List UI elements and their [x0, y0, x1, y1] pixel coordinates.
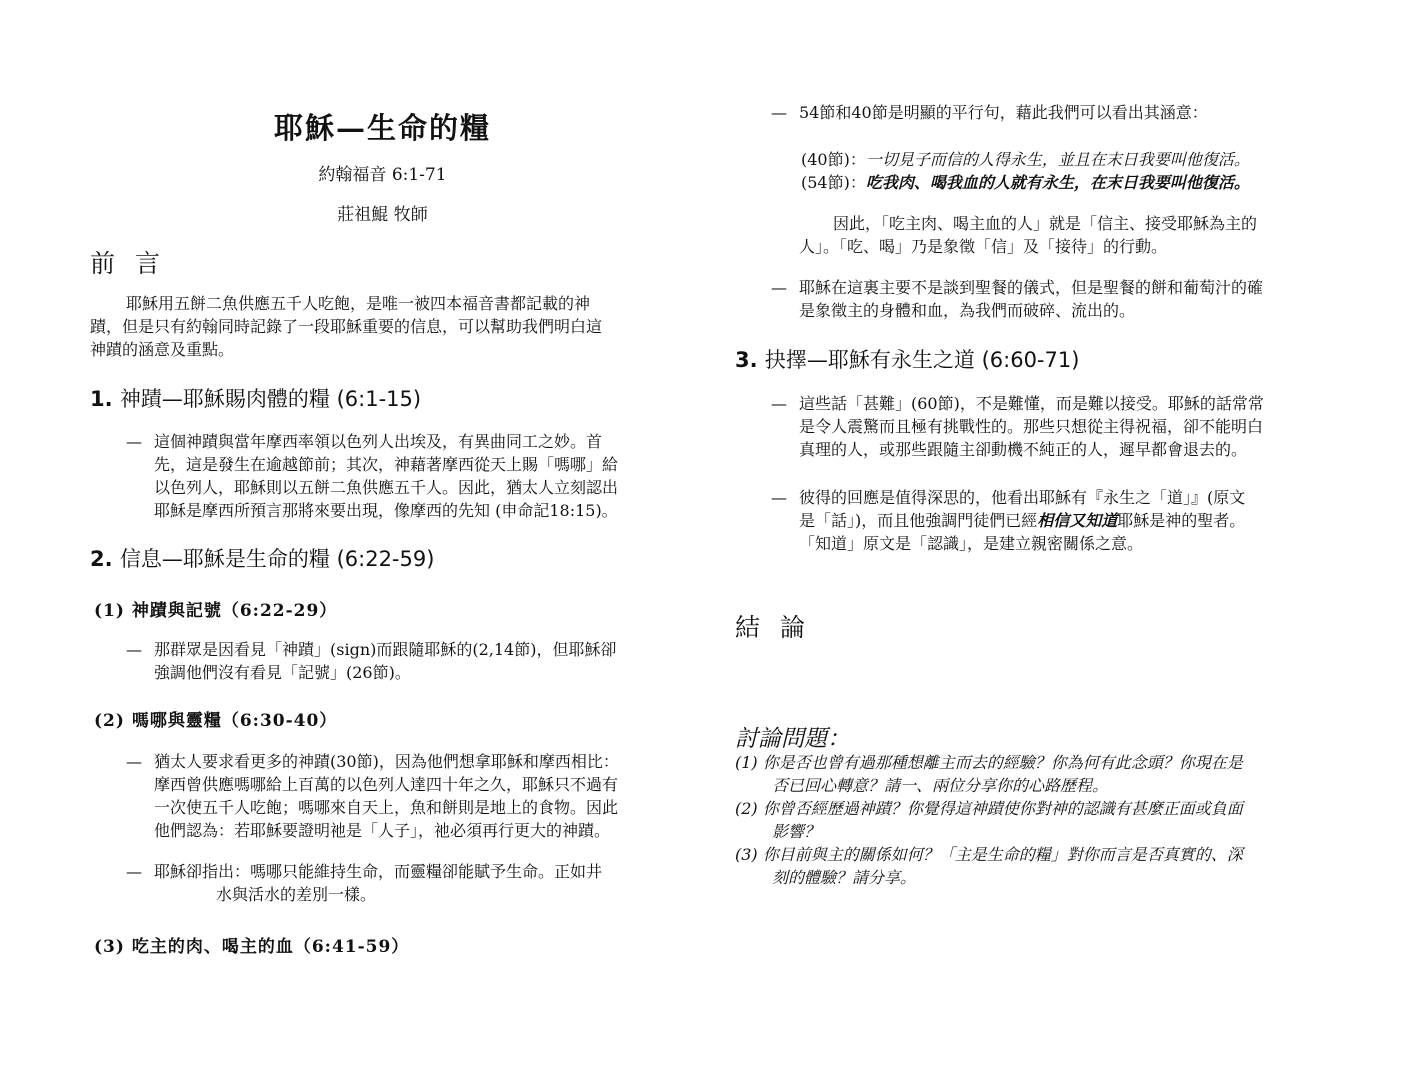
bullet-text: 是「話」)，而且他強調門徒們已經: [799, 511, 1038, 530]
bullet-line: 這些話「甚難」(60節)，不是難懂，而是難以接受。耶穌的話常常: [799, 394, 1264, 413]
bullet-line: 強調他們沒有看見「記號」(26節)。: [154, 663, 411, 682]
question-line: (3) 你目前與主的關係如何？「主是生命的糧」對你而言是否真實的、深: [735, 845, 1243, 864]
bullet-line: 水與活水的差別一樣。: [216, 885, 377, 904]
section2-heading: [90, 543, 434, 573]
bullet-line: 他們認為：若耶穌要證明祂是「人子」，祂必須再行更大的神蹟。: [154, 821, 611, 840]
verse-54: [801, 171, 1250, 194]
section3-title: 抉擇—耶穌有永生之道 (6:60-71): [764, 348, 1080, 372]
section1-heading: [90, 383, 421, 413]
subsection-2-2-heading: (2) 嗎哪與靈糧（6:30-40）: [94, 711, 338, 731]
section3-bullet2: — 彼得的回應是值得深思的，他看出耶穌有『永生之「道」』(原文 是「話」)，而且他強調門徒們已經相信又知道耶穌是神的聖者。 「知道」原文是「認識」，是建立親密關係之意。: [771, 488, 1246, 553]
supper-bullet: — 耶穌在這裏主要不是談到聖餐的儀式，但是聖餐的餅和葡萄汁的確 是象徵主的身體和血，為我們而破碎、流出的。: [771, 278, 1264, 320]
discussion-heading: 討論問題：: [735, 726, 850, 752]
section3-heading: [735, 344, 1079, 374]
bullet-line: 先，這是發生在逾越節前；其次，神藉著摩西從天上賜「嗎哪」給: [154, 455, 619, 474]
bullet-line: 猶太人要求看更多的神蹟(30節)，因為他們想拿耶穌和摩西相比：: [154, 752, 619, 771]
verse-40-text: 一切見子而信的人得永生，並且在末日我要叫他復活。: [865, 150, 1250, 169]
subsection-2-1-bullet: — 那群眾是因看見「神蹟」(sign)而跟隨耶穌的(2,14節)，但耶穌卻 強調他們沒有看見「記號」(26節)。: [126, 640, 617, 682]
intro-paragraph: [90, 292, 602, 361]
section2-number: 2.: [90, 547, 113, 571]
bullet-line: 這個神蹟與當年摩西率領以色列人出埃及，有異曲同工之妙。首: [154, 432, 603, 451]
bullet-line: 真理的人，或那些跟隨主卻動機不純正的人，遲早都會退去的。: [799, 440, 1248, 459]
question-line: 影響？: [772, 822, 821, 841]
section1-number: 1.: [90, 387, 113, 411]
conclusion-heading: 結 論: [735, 613, 811, 642]
therefore-paragraph: [799, 212, 1257, 258]
question-line: (1) 你是否也曾有過那種想離主而去的經驗？你為何有此念頭？你現在是: [735, 753, 1243, 772]
bullet-line: 是象徵主的身體和血，為我們而破碎、流出的。: [799, 301, 1136, 320]
section1-title: 神蹟—耶穌賜肉體的糧 (6:1-15): [119, 387, 422, 411]
subsection-2-2-bullet2: — 耶穌卻指出：嗎哪只能維持生命，而靈糧卻能賦予生命。正如井 水與活水的差別一樣。: [126, 862, 603, 904]
bullet-line: 「知道」原文是「認識」，是建立親密關係之意。: [799, 534, 1144, 553]
section3-number: 3.: [735, 348, 758, 372]
page-title: 耶穌—生命的糧: [273, 111, 491, 145]
scripture-reference: 約翰福音 6:1-71: [318, 165, 447, 185]
question-line: (2) 你曾否經歷過神蹟？你覺得這神蹟使你對神的認識有甚麼正面或負面: [735, 799, 1243, 818]
question-line: 否已回心轉意？請一、兩位分享你的心路歷程。: [772, 776, 1109, 795]
section1-bullet: — 這個神蹟與當年摩西率領以色列人出埃及，有異曲同工之妙。首 先，這是發生在逾越節前；其次，神藉著摩西從天上賜「嗎哪」給 以色列人，耶穌則以五餅二魚供應五千人。因此，猶太人立刻認出 耶穌是摩西所預言那將來要出現，像摩西的先知 (申命記18:15)。: [126, 432, 619, 520]
bullet-line: 彼得的回應是值得深思的，他看出耶穌有『永生之「道」』(原文: [799, 488, 1246, 507]
bullet-line: 耶穌卻指出：嗎哪只能維持生命，而靈糧卻能賦予生命。正如井: [154, 862, 603, 881]
speaker-name: 莊祖鯤 牧師: [337, 205, 428, 225]
bullet-line: 以色列人，耶穌則以五餅二魚供應五千人。因此，猶太人立刻認出: [154, 478, 619, 497]
intro-line: 耶穌用五餅二魚供應五千人吃飽，是唯一被四本福音書都記載的神: [126, 294, 591, 313]
discussion-q3: [735, 843, 1243, 889]
question-line: 刻的體驗？請分享。: [772, 868, 917, 887]
subsection-2-2-bullet1: — 猶太人要求看更多的神蹟(30節)，因為他們想拿耶穌和摩西相比： 摩西曾供應嗎哪給上百萬的以色列人達四十年之久，耶穌只不過有 一次使五千人吃飽；嗎哪來自天上，魚和餅則是地上的食物。因此 他們認為：若耶穌要證明祂是「人子」，祂必須再行更大的神蹟。: [126, 752, 619, 840]
bullet-line: 耶穌是摩西所預言那將來要出現，像摩西的先知 (申命記18:15)。: [154, 501, 618, 520]
bullet-line: 耶穌在這裏主要不是談到聖餐的儀式，但是聖餐的餅和葡萄汁的確: [799, 278, 1264, 297]
discussion-q1: [735, 751, 1243, 797]
verse-40: [801, 148, 1250, 171]
verse-40-ref: (40節)：: [801, 150, 866, 169]
subsection-2-3-heading: (3) 吃主的肉、喝主的血（6:41-59）: [94, 937, 410, 957]
bullet-line: 54節和40節是明顯的平行句，藉此我們可以看出其涵意：: [799, 103, 1208, 122]
emphasis-text: 相信又知道: [1037, 511, 1118, 530]
intro-line: 神蹟的涵意及重點。: [90, 340, 235, 359]
bullet-line: 那群眾是因看見「神蹟」(sign)而跟隨耶穌的(2,14節)，但耶穌卻: [154, 640, 617, 659]
subsection-2-1-heading: (1) 神蹟與記號（6:22-29）: [94, 601, 338, 621]
para-line: 因此，「吃主肉、喝主血的人」就是「信主、接受耶穌為主的: [833, 214, 1258, 233]
bullet-line: 一次使五千人吃飽；嗎哪來自天上，魚和餅則是地上的食物。因此: [154, 798, 619, 817]
bullet-line: 摩西曾供應嗎哪給上百萬的以色列人達四十年之久，耶穌只不過有: [154, 775, 619, 794]
verse-54-ref: (54節)：: [801, 173, 866, 192]
parallel-bullet: — 54節和40節是明顯的平行句，藉此我們可以看出其涵意：: [771, 103, 1208, 122]
bullet-line: [771, 509, 1245, 532]
verse-54-text: 吃我肉、喝我血的人就有永生，在末日我要叫他復活。: [865, 173, 1250, 192]
verse-block: [801, 148, 1250, 194]
bullet-line: 是令人震驚而且極有挑戰性的。那些只想從主得祝福，卻不能明白: [799, 417, 1264, 436]
discussion-q2: [735, 797, 1243, 843]
bullet-text: 耶穌是神的聖者。: [1117, 511, 1246, 530]
section3-bullet1: — 這些話「甚難」(60節)，不是難懂，而是難以接受。耶穌的話常常 是令人震驚而且極有挑戰性的。那些只想從主得祝福，卻不能明白 真理的人，或那些跟隨主卻動機不純正的人，遲早都會退去的。: [771, 394, 1264, 459]
intro-heading: 前 言: [90, 249, 166, 278]
intro-line: 蹟，但是只有約翰同時記錄了一段耶穌重要的信息，可以幫助我們明白這: [90, 317, 603, 336]
para-line: 人」。「吃、喝」乃是象徵「信」及「接待」的行動。: [799, 237, 1168, 256]
section2-title: 信息—耶穌是生命的糧 (6:22-59): [119, 547, 435, 571]
